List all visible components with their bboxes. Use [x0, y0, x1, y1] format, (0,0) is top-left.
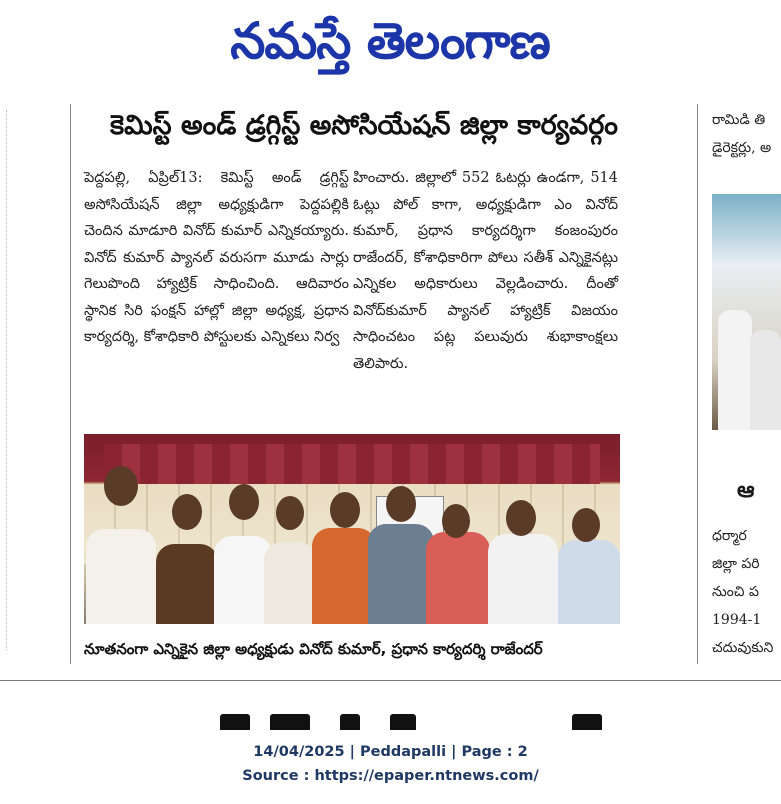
page-bottom-rule — [0, 680, 781, 681]
photo-person-head — [104, 466, 138, 506]
right-column-body-line: 1994-1 — [712, 612, 762, 628]
right-column-photo — [712, 194, 781, 430]
photo-person-head — [229, 484, 259, 520]
right-column-body-line: జిల్లా పరి — [712, 556, 760, 572]
page-footer — [0, 740, 781, 788]
cut-off-next-headline — [200, 700, 610, 730]
photo-person-head — [330, 492, 360, 528]
right-column-body-line: చదువుకుని — [712, 640, 774, 656]
right-photo-person — [718, 310, 752, 430]
column-divider-right — [697, 104, 698, 664]
column-divider-left — [70, 104, 71, 664]
newspaper-masthead — [150, 6, 630, 76]
article-headline: కెమిస్ట్ అండ్ డ్రగ్గిస్ట్ అసోసియేషన్ జిల్లా కార్యవర్గం — [110, 110, 618, 141]
photo-person-head — [506, 500, 536, 536]
article-photo — [84, 434, 620, 624]
right-column-heading: ఆ — [737, 478, 755, 503]
right-photo-person — [750, 330, 781, 430]
photo-person — [264, 542, 316, 624]
article-column-1 — [84, 165, 349, 351]
article-column-1-text: పెద్దపల్లి, ఏప్రిల్13: కెమిస్ట్ అండ్ డ్రగ్గిస్ట్ అసోసియేషన్ జిల్లా అధ్యక్షుడిగా పెద్దపల్లికి చెందిన మాడూరి వినోద్ కుమార్ ఎన్నికయ్యారు. వినోద్ కుమార్ ప్యానల్ వరుసగా మూడు సార్లు గెలుపొంది హ్యాట్రిక్ సాధించింది. ఆదివారం స్థానిక సిరి ఫంక్షన్ హాల్లో జిల్లా అధ్యక్ష, ప్రధాన కార్యదర్శి, కోశాధికారి పోస్టులకు ఎన్నికలు నిర్వ — [84, 170, 349, 345]
photo-person — [426, 532, 490, 624]
photo-person — [156, 544, 218, 624]
masthead-title: నమస్తే తెలంగాణ — [230, 12, 550, 70]
right-column-body-line: నుంచి ప — [712, 584, 759, 600]
footer-source: Source : https://epaper.ntnews.com/ — [242, 768, 539, 784]
left-margin-strip — [0, 110, 7, 650]
photo-backdrop-banner — [104, 444, 600, 484]
article-column-2 — [353, 165, 618, 377]
photo-person — [558, 540, 620, 624]
right-column-line-1: రామిడి తి — [712, 112, 766, 128]
photo-person-head — [386, 486, 416, 522]
photo-person — [488, 534, 558, 624]
photo-person-head — [276, 496, 304, 530]
article-column-2-text: హించారు. జిల్లాలో 552 ఓటర్లు ఉండగా, 514 ఓట్లు పోల్ కాగా, అధ్యక్షుడిగా ఎం వినోద్ కుమార్, ప్రధాన కార్యదర్శిగా కంజంపురం రాజేందర్, కోశాధికారిగా పోలు సతీశ్ ఎన్నికైనట్లు ఎన్నికల అధికారులు వెల్లడించారు. దీంతో వినోద్‌కుమార్ ప్యానల్ హ్యాట్రిక్ విజయం సాధించటం పట్ల పలువురు శుభాకాంక్షలు తెలిపారు. — [353, 170, 618, 372]
photo-person-head — [572, 508, 600, 542]
photo-caption: నూతనంగా ఎన్నికైన జిల్లా అధ్యక్షుడు వినోద్ కుమార్, ప్రధాన కార్యదర్శి రాజేందర్ — [84, 640, 543, 658]
photo-person-head — [172, 494, 202, 530]
right-column-body-line: ధర్మార — [712, 528, 747, 544]
photo-person — [368, 524, 434, 624]
photo-person — [86, 529, 156, 624]
photo-person-head — [442, 504, 470, 538]
right-column-line-2: డైరెక్టర్లు, అ — [712, 140, 772, 156]
photo-person — [312, 528, 376, 624]
footer-date-page: 14/04/2025 | Peddapalli | Page : 2 — [253, 744, 528, 760]
